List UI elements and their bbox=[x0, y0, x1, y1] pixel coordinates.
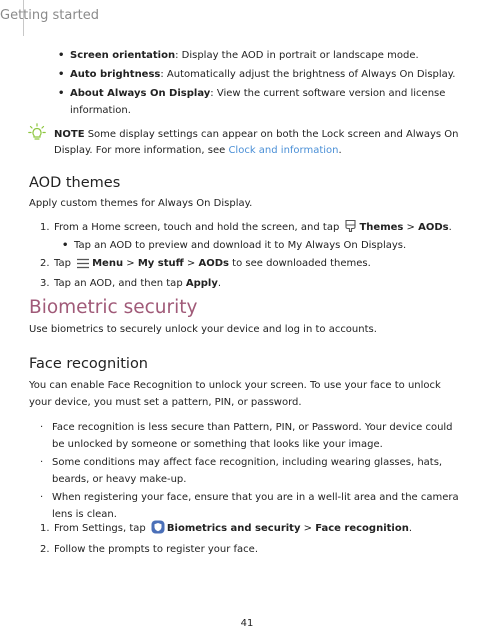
clock-and-information-link[interactable]: Clock and information bbox=[228, 145, 339, 156]
bullet-dot: • bbox=[58, 88, 65, 99]
settings-shield-icon bbox=[151, 520, 165, 541]
face-bullet-2-cont: beards, or heavy make-up. bbox=[52, 474, 187, 485]
face-bullet-1: · Face recognition is less secure than Pattern, PIN, or Password. Your device could bbox=[40, 419, 453, 437]
aod-intro: Apply custom themes for Always On Display. bbox=[29, 198, 253, 209]
face-bullet-1-cont: be unlocked by someone or something that looks like your image. bbox=[52, 439, 383, 450]
aod-step-2: 2. Tap Menu > My stuff > AODs to see downloaded themes. bbox=[40, 255, 371, 276]
face-bullet-2: · Some conditions may affect face recognition, including wearing glasses, hats, bbox=[40, 454, 442, 472]
face-bullet-3: · When registering your face, ensure that you are in a well-lit area and the camera bbox=[40, 489, 459, 507]
face-step-1: 1. From Settings, tap Biometrics and security > Face recognition. bbox=[40, 520, 412, 541]
aod-step-3: 3. Tap an AOD, and then tap Apply. bbox=[40, 278, 222, 289]
bullet-dot: · bbox=[40, 492, 44, 503]
face-intro-2: your device, you must set a pattern, PIN, or password. bbox=[29, 397, 302, 408]
bullet-about-aod: • About Always On Display: View the current software version and license bbox=[58, 85, 445, 103]
bullet-about-aod-cont: information. bbox=[70, 105, 131, 116]
bullet-screen-orientation: • Screen orientation: Display the AOD in portrait or landscape mode. bbox=[58, 47, 419, 65]
aod-step-1: 1. From a Home screen, touch and hold the screen, and tap Themes > AODs. bbox=[40, 219, 452, 240]
page-header: Getting started bbox=[0, 8, 100, 23]
note-label: NOTE bbox=[54, 129, 85, 140]
menu-icon bbox=[76, 258, 90, 276]
note-line-2: Display. For more information, see Clock and information. bbox=[54, 145, 342, 156]
bullet-dot: • bbox=[58, 69, 65, 80]
bullet-dot: · bbox=[40, 422, 44, 433]
face-bullet-3-cont: lens is clean. bbox=[52, 509, 117, 520]
page-number: 41 bbox=[240, 618, 254, 629]
biometric-intro: Use biometrics to securely unlock your device and log in to accounts. bbox=[29, 324, 377, 335]
note-line-1: NOTE Some display settings can appear on both the Lock screen and Always On bbox=[54, 129, 459, 140]
biometric-security-heading: Biometric security bbox=[29, 297, 198, 318]
bullet-dot: • bbox=[58, 50, 65, 61]
face-intro-1: You can enable Face Recognition to unlock your screen. To use your face to unlock bbox=[29, 380, 441, 391]
face-step-2: 2. Follow the prompts to register your face. bbox=[40, 544, 258, 555]
face-recognition-heading: Face recognition bbox=[29, 356, 149, 372]
aod-themes-heading: AOD themes bbox=[29, 175, 121, 191]
bullet-auto-brightness: • Auto brightness: Automatically adjust the brightness of Always On Display. bbox=[58, 66, 455, 84]
lightbulb-icon bbox=[28, 123, 46, 141]
aod-step-1-sub: • Tap an AOD to preview and download it to My Always On Displays. bbox=[62, 237, 406, 255]
bullet-dot: • bbox=[62, 240, 69, 251]
bullet-dot: · bbox=[40, 457, 44, 468]
